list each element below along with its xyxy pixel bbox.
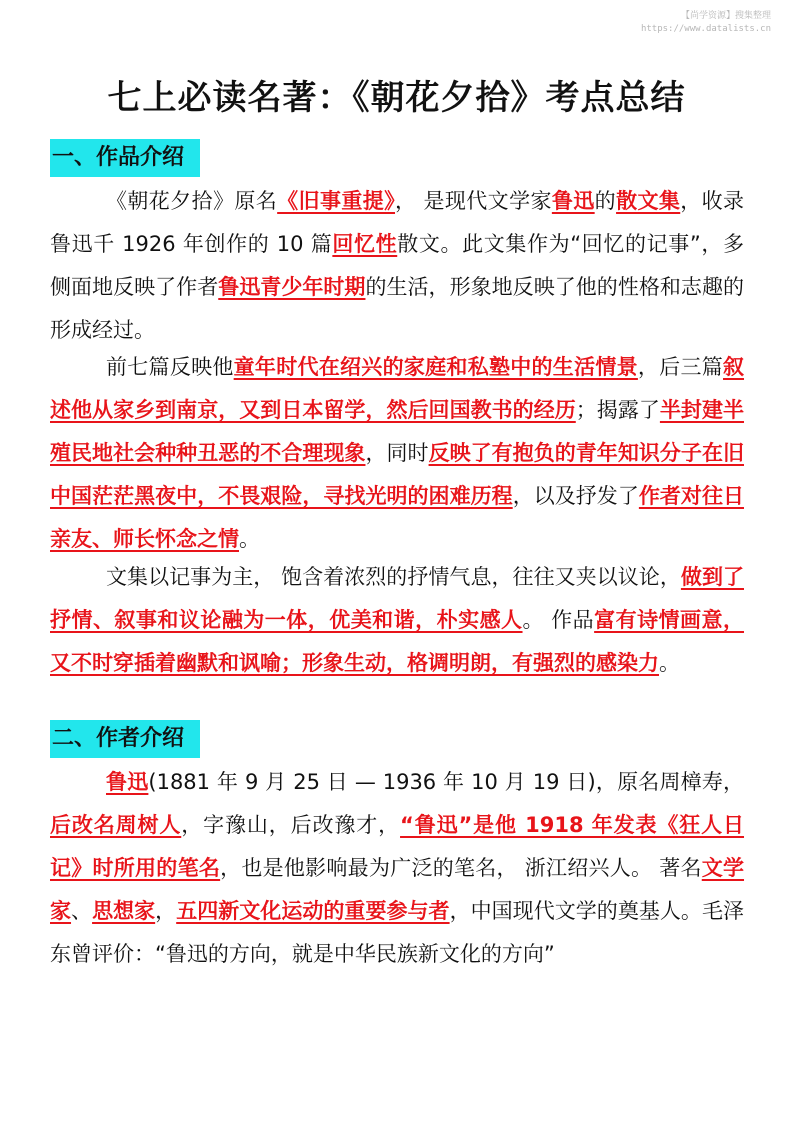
highlighted-text: 童年时代在绍兴的家庭和私塾中的生活情景: [233, 355, 638, 379]
body-text: ， 是现代文学家: [395, 189, 552, 213]
highlighted-text: 半封建半殖民地社会种种丑恶的不合理现象: [50, 398, 744, 465]
highlighted-text: 后改名周树人: [50, 813, 182, 837]
body-text: ，以及抒发了: [512, 484, 639, 508]
highlighted-text: 文学家: [50, 856, 745, 923]
body-text: 的: [594, 189, 617, 213]
body-text: ，中国现代文学的奠基人。毛泽东曾评价：“鲁迅的方向，就是中华民族新文化的方向”: [50, 899, 744, 966]
highlighted-text: 《旧事重提》: [277, 189, 396, 213]
highlighted-text: 叙述他从家乡到南京，又到日本留学，然后回国教书的经历: [50, 355, 745, 422]
highlighted-text: 鲁迅青少年时期: [218, 275, 366, 299]
body-text: ，字豫山，后改豫才，: [181, 813, 401, 837]
body-text: ，同时: [365, 441, 429, 465]
watermark-line1: 【尚学资源】搜集整理: [680, 11, 771, 21]
body-text: (1881 年 9 月 25 日 — 1936 年 10 月 19 日)，原名周樟寿，: [148, 770, 745, 794]
body-text: ，: [155, 899, 177, 923]
highlighted-text: 回忆性: [332, 232, 398, 256]
highlighted-text: 作者对往日亲友、师长怀念之情: [50, 484, 744, 551]
highlighted-text: “鲁迅”是他 1918 年发表《狂人日记》时所用的笔名: [50, 813, 745, 880]
page-title: 七上必读名著：《朝花夕拾》考点总结: [107, 78, 686, 118]
body-text: ，也是他影响最为广泛的笔名， 浙江绍兴人。 著名: [220, 856, 702, 880]
body-text: ，后三篇: [637, 355, 724, 379]
highlighted-text: 反映了有抱负的青年知识分子在旧中国茫茫黑夜中，不畏艰险，寻找光明的困难历程: [50, 441, 744, 508]
body-text: ；揭露了: [575, 398, 660, 422]
body-text: 前七篇反映他: [106, 355, 234, 379]
body-text: 的生活，形象地反映了他的性格和志趣的形成经过。: [50, 275, 744, 342]
highlighted-text: 思想家: [92, 899, 156, 923]
body-text: 、: [71, 899, 93, 923]
highlighted-text: 五四新文化运动的重要参与者: [176, 899, 450, 923]
author-intro-paragraph: [50, 761, 744, 976]
body-text: 《朝花夕拾》原名: [106, 189, 278, 213]
body-text: 。: [239, 527, 260, 551]
section-heading-author-intro: 二、作者介绍: [50, 720, 200, 758]
body-text: 。: [659, 651, 680, 675]
watermark-line2: https://www.datalists.cn: [640, 24, 771, 34]
highlighted-text: 富有诗情画意，又不时穿插着幽默和讽喻；形象生动，格调明朗，有强烈的感染力: [50, 608, 744, 675]
watermark: [641, 10, 771, 36]
body-text: 文集以记事为主， 饱含着浓烈的抒情气息，往往又夹以议论，: [106, 565, 681, 589]
highlighted-text: 做到了抒情、叙事和议论融为一体，优美和谐，朴实感人: [50, 565, 744, 632]
body-text: ，收录鲁迅千 1926 年创作的 10 篇: [50, 189, 745, 256]
highlighted-text: 散文集: [616, 189, 681, 213]
section-heading-work-intro: 一、作品介绍: [50, 139, 200, 177]
highlighted-text: 鲁迅: [551, 189, 595, 213]
work-intro-paragraph-3: [50, 556, 744, 685]
work-intro-paragraph-2: [50, 346, 744, 561]
body-text: 。 作品: [522, 608, 595, 632]
highlighted-text: 鲁迅: [106, 770, 149, 794]
work-intro-paragraph-1: [50, 180, 744, 352]
body-text: 散文。此文集作为“回忆的记事”，多侧面地反映了作者: [50, 232, 744, 299]
